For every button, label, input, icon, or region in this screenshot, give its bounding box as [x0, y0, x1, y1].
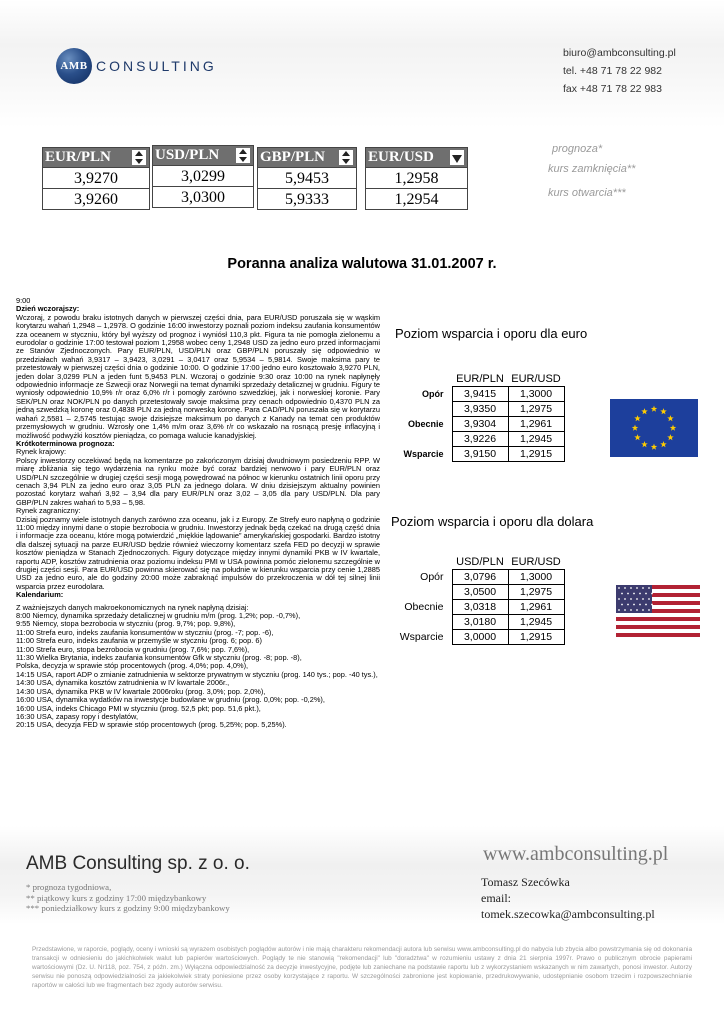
table-cell: 3,9304	[452, 416, 508, 431]
contact-email[interactable]: biuro@ambconsulting.pl	[563, 47, 676, 59]
table-row	[394, 401, 564, 416]
row-label	[394, 614, 452, 629]
eu-flag-icon	[610, 399, 698, 457]
euro-levels-table	[394, 372, 565, 462]
table-row	[394, 584, 564, 599]
table-header-row	[394, 372, 564, 386]
eu-star	[632, 425, 638, 431]
foreign-text: Dzisiaj poznamy wiele istotnych danych zarówno zza oceanu, jak i z Europy. Ze Strefy euro napłyną o godzinie 11:00 między innymi dane o stopie bezrobocia w grudniu. Inwestorzy jednak będą czekać na drugą część dnia i informacje zza oceanu, które mogą potwierdzić „miękkie lądowanie” amerykańskiej gospodarki. Bardzo istotny dla dalszej sytuacji na parze EUR/USD będzie również wieczorny komentarz szefa FED po decyzji w sprawie kosztów pieniądza w Stanach Zjednoczonych. Figury dotyczące między innymi dynamiki PKB w IV kwartale, raportu ADP, kosztów zatrudnienia oraz poziomu indeksu PMI w USA powinna pomóc zielonemu szczególnie w drugiej części sesji. Para EUR/USD powinna skierować się na południe w kierunku wsparcia przy cenie 1,2885 USD za jedno euro, ale do godziny 20:00 może zabraknąć impulsów do przekroczenia w dół tej silnej linii wsparcia przez eurodolara.	[16, 514, 380, 591]
us-star	[624, 598, 626, 600]
calendar-item: 16:30 USA, zapasy ropy i destylatów,	[16, 711, 139, 721]
us-star	[627, 604, 629, 606]
dollar-levels-title: Poziom wsparcia i oporu dla dolara	[391, 514, 594, 529]
dollar-levels-table	[394, 555, 565, 645]
rate-close: 3,9270	[43, 167, 149, 188]
table-cell: 3,9415	[452, 386, 508, 401]
logo-text: CONSULTING	[96, 58, 217, 74]
table-cell: 3,9226	[452, 431, 508, 446]
footer-contact	[481, 874, 655, 922]
row-label	[394, 584, 452, 599]
down-arrow-icon	[450, 150, 464, 165]
us-star	[621, 593, 623, 595]
calendar-item: 14:15 USA, raport ADP o zmianie zatrudnienia w sektorze prywatnym w styczniu (prog. 140 tys.; pop. -40 tys.),	[16, 669, 378, 679]
row-label	[394, 431, 452, 446]
us-star	[636, 609, 638, 611]
us-star	[648, 598, 650, 600]
contact-info	[563, 44, 676, 98]
up-down-arrow-icon	[339, 150, 353, 165]
us-star	[636, 587, 638, 589]
eu-star	[651, 444, 657, 450]
us-star	[642, 587, 644, 589]
us-stripe	[616, 625, 700, 629]
us-star	[618, 587, 620, 589]
us-star	[630, 609, 632, 611]
eu-star	[667, 415, 673, 421]
contact-email-link[interactable]: tomek.szecowka@ambconsulting.pl	[481, 907, 655, 921]
table-header-row	[394, 555, 564, 569]
us-star	[639, 593, 641, 595]
rate-pair: EUR/PLN	[45, 149, 111, 165]
domestic-text: Polscy inwestorzy oczekiwać będą na komentarze po zakończonym dzisiaj dwudniowym posiedzeniu RPP. W miarę zbliżania się tego wydarzenia na rynku może być coraz bardziej nerwowo i pary EUR/PLN oraz USD/PLN szczególnie w drugiej części sesji mogą powędrować na północ w kierunku ostatnich linii oporu przy cenach 3,94 PLN za jedno euro oraz 3,05 PLN za jednego dolara. W dniu dzisiejszym aktualny powinien pozostać korytarz wahań 3,92 – 3,94 dla pary EUR/PLN oraz 3,02 – 3,05 dla pary USD/PLN. Dla pary GBP/PLN zakres wahań to 5,93 – 5,98.	[16, 455, 380, 507]
note-open: *** poniedziałkowy kurs z godziny 9:00 międzybankowy	[26, 903, 230, 913]
report-time: 9:00	[16, 296, 31, 305]
us-stripe	[616, 629, 700, 633]
calendar-item: 11:30 Wielka Brytania, indeks zaufania konsumentów Gfk w styczniu (prog. -8; pop. -8),	[16, 653, 302, 663]
eu-star	[660, 441, 666, 447]
legend-close: kurs zamknięcia**	[548, 163, 636, 175]
row-label: Opór	[422, 388, 444, 399]
footer-notes	[26, 882, 230, 914]
rate-close: 3,0299	[153, 165, 253, 186]
calendar-item: 16:00 USA, dynamika wydatków na inwestycje budowlane w grudniu (prog. 0,0%; pop. -0,2%),	[16, 695, 325, 705]
euro-levels-title: Poziom wsparcia i oporu dla euro	[395, 326, 588, 341]
us-star	[618, 609, 620, 611]
calendar-list	[16, 604, 380, 730]
rate-pair: GBP/PLN	[260, 149, 326, 165]
table-row	[394, 614, 564, 629]
table-cell: 3,0318	[452, 599, 508, 614]
table-cell: 1,3000	[508, 569, 564, 584]
table-cell: 1,2961	[508, 416, 564, 431]
table-row	[394, 431, 564, 446]
up-down-arrow-icon	[132, 150, 146, 165]
legend-forecast: prognoza*	[552, 143, 603, 155]
us-stripe	[616, 613, 700, 617]
us-star	[621, 604, 623, 606]
eu-star	[651, 406, 657, 412]
calendar-intro: Z ważniejszych danych makroekonomicznych na rynek napłyną dzisiaj:	[16, 602, 249, 612]
table-cell: 3,0500	[452, 584, 508, 599]
company-logo	[56, 48, 217, 84]
table-row	[394, 599, 564, 614]
page-title: Poranna analiza walutowa 31.01.2007 r.	[227, 256, 497, 272]
eu-star	[670, 425, 676, 431]
domestic-heading: Rynek krajowy:	[16, 447, 67, 457]
disclaimer-text: Przedstawione, w raporcie, poglądy, oceny i wnioski są wyrazem osobistych poglądów autorów i nie mają charakteru rekomendacji autora lub serwisu www.ambconsulting.pl do nabycia lub zbycia albo powstrzymania się od dokonania transakcji w odniesieniu do jakichkolwiek walut lub papierów wartościowych. Poglądy te nie stanowią "rekomendacji" lub "doradztwa" w rozumieniu ustawy z dnia 21 sierpnia 1997r. Prawo o publicznym obrocie papierami wartościowymi (Dz. U. Nr118, poz. 754, z późn. zm.) Wyłączna odpowiedzialność za decyzje inwestycyjne, podjęte lub zaniechane na podstawie raportu lub z wykorzystaniem wskazanych w nim zawartych, ponosi inwestor. Autorzy serwisu nie ponoszą odpowiedzialności za jakiekolwiek straty poniesione przez osoby korzystające z raportu. W szczególności zabronione jest kopiowanie, przedrukowywanie, udostępnianie osobom trzecim i rozpowszechnianie raportów w całości lub we fragmentach bez zgody autorów serwisu.	[32, 946, 692, 989]
table-cell: 1,2915	[508, 629, 564, 644]
table-row	[394, 569, 564, 584]
calendar-item: 11:00 Strefa euro, indeks zaufania konsumentów w styczniu (prog. -7; pop. -6),	[16, 627, 274, 637]
calendar-item: 14:30 USA, dynamika PKB w IV kwartale 2006roku (prog. 3,0%; pop. 2,0%),	[16, 686, 266, 696]
table-cell: 3,0796	[452, 569, 508, 584]
table-cell: 3,0180	[452, 614, 508, 629]
calendar-item: 11:00 Strefa euro, indeks zaufania w przemyśle w styczniu (prog. 6; pop. 6)	[16, 636, 262, 646]
short-term-heading: Krótkoterminowa prognoza:	[16, 438, 115, 448]
eu-star	[667, 434, 673, 440]
table-cell: 1,3000	[508, 386, 564, 401]
calendar-item: 16:00 USA, indeks Chicago PMI w styczniu (prog. 52,5 pkt; pop. 51,6 pkt.),	[16, 703, 261, 713]
column-header: EUR/USD	[511, 372, 561, 385]
us-star	[642, 598, 644, 600]
rate-open: 5,9333	[258, 188, 356, 209]
footer-company-name: AMB Consulting sp. z o. o.	[26, 853, 250, 874]
row-label: Opór	[420, 570, 444, 583]
row-label: Wsparcie	[399, 630, 444, 643]
us-flag-graphic	[616, 585, 700, 637]
us-star	[645, 593, 647, 595]
rate-open: 3,0300	[153, 186, 253, 207]
eu-star	[641, 408, 647, 414]
calendar-item: 8:00 Niemcy, dynamika sprzedaży detalicznej w grudniu m/m (prog. 1,2%; pop. -0,7%),	[16, 611, 301, 621]
yesterday-text: Wczoraj, z powodu braku istotnych danych w pierwszej części dnia, para EUR/USD poruszała się w wąskim korytarzu wahań 1,2948 – 1,2978. O godzinie 16:00 inwestorzy poznali poziom indeksu zaufania konsumentów zza oceanem w styczniu, który był wyższy od prognoz i wyniósł 110,3 pkt. Figura ta nie pomogła zielonemu a eurodolar o godzinie 17:00 testował poziom 1,2958 wobec ceny 1,2948 USD za jedno euro przed informacjami ze Stanów Zjednoczonych. Pary EUR/PLN, USD/PLN oraz GBP/PLN poruszały się odpowiednio w przedziałach wahań 3,9317 – 3,9423, 3,0291 – 3,0417 oraz 5,9534 – 5,9814. Swoje maksima pary te przetestowały w pierwszej części dnia o godzinie 10:00. O godzinie 17:00 jedno euro kosztowało 3,9270 PLN, jeden dolar 3,0299 PLN a jeden funt 5,9453 PLN. Wczoraj o godzinie 9:30 oraz 10:00 na rynek napłynęły odpowiednio informacje ze Szwecji oraz Norwegii na temat dynamiki sprzedaży detalicznej w grudniu. Figury te wyniosły odpowiednio 10,9% r/r oraz 6,0% r/r i pomogły zarówno szwedzkiej, jak i norweskiej koronie. Pary SEK/PLN oraz NOK/PLN po danych przetestowały swoje maksima przy cenach odpowiednio 0,4370 PLN za jedną szwedzką koronę oraz 0,4838 PLN za jedną norweską koronę. Para CAD/PLN poruszała się w korytarzu wahań 2,5581 – 2,5745 testując swoje dzisiejsze maksimum po danych z Kanady na temat cen produktów przemysłowych w grudniu. Wzrosły one 1,4% m/m oraz 3,6% r/r co wskazało na rosnącą presję inflacyjną i możliwość podwyżki kosztów pieniądza, co pomaga walucie kanadyjskiej.	[16, 312, 380, 440]
us-star	[645, 604, 647, 606]
us-star	[630, 587, 632, 589]
calendar-item: 14:30 USA, dynamika kosztów zatrudnienia w IV kwartale 2006r.,	[16, 678, 230, 688]
table-cell: 1,2961	[508, 599, 564, 614]
table-cell: 3,9150	[452, 446, 508, 461]
us-star	[642, 609, 644, 611]
table-cell: 3,9350	[452, 401, 508, 416]
legend-open: kurs otwarcia***	[548, 187, 626, 199]
column-header: USD/PLN	[456, 555, 504, 568]
table-row	[394, 446, 564, 461]
globe-icon: AMB	[56, 48, 92, 84]
eu-star	[641, 441, 647, 447]
contact-person: Tomasz Szecówka	[481, 875, 570, 889]
table-cell: 1,2975	[508, 401, 564, 416]
up-down-arrow-icon	[236, 148, 250, 163]
calendar-item: Polska, decyzja w sprawie stóp procentowych (prog. 4,0%; pop. 4,0%),	[16, 661, 249, 671]
note-forecast: * prognoza tygodniowa,	[26, 882, 112, 892]
rate-open: 3,9260	[43, 188, 149, 209]
us-star	[624, 587, 626, 589]
us-star	[624, 609, 626, 611]
table-cell: 1,2915	[508, 446, 564, 461]
eu-star	[660, 408, 666, 414]
contact-phone: tel. +48 71 78 22 982	[563, 65, 662, 77]
rate-open: 1,2954	[366, 188, 467, 209]
us-star	[648, 609, 650, 611]
us-star	[639, 604, 641, 606]
yesterday-heading: Dzień wczorajszy:	[16, 304, 80, 314]
calendar-item: 11:00 Strefa euro, stopa bezrobocia w grudniu (prog. 7,6%; pop. 7,6%),	[16, 644, 250, 654]
us-star	[651, 593, 653, 595]
table-cell: 1,2945	[508, 431, 564, 446]
calendar-item: 20:15 USA, decyzja FED w sprawie stóp procentowych (prog. 5,25%; pop. 5,25%).	[16, 720, 287, 730]
rate-box-gbppln	[257, 147, 357, 210]
us-flag-icon	[616, 585, 700, 637]
us-star	[648, 587, 650, 589]
us-star	[618, 598, 620, 600]
rate-box-eurusd	[365, 147, 468, 210]
us-star	[627, 593, 629, 595]
eu-stars	[610, 399, 698, 457]
rate-pair: USD/PLN	[155, 147, 220, 163]
table-row	[394, 386, 564, 401]
eu-star	[634, 415, 640, 421]
rate-box-usdpln	[152, 145, 254, 208]
table-cell: 3,0000	[452, 629, 508, 644]
us-star	[651, 604, 653, 606]
table-row	[394, 416, 564, 431]
footer-website-link[interactable]: www.ambconsulting.pl	[483, 843, 669, 865]
contact-fax: fax +48 71 78 22 983	[563, 83, 662, 95]
rate-close: 1,2958	[366, 167, 467, 188]
note-close: ** piątkowy kurs z godziny 17:00 międzybankowy	[26, 892, 207, 903]
us-stripe	[616, 621, 700, 625]
column-header: EUR/PLN	[456, 372, 504, 385]
row-label	[394, 401, 452, 416]
rate-close: 5,9453	[258, 167, 356, 188]
us-star	[633, 604, 635, 606]
analysis-text	[16, 297, 380, 730]
table-row	[394, 629, 564, 644]
foreign-heading: Rynek zagraniczny:	[16, 506, 81, 516]
us-stripe	[616, 617, 700, 621]
row-label: Obecnie	[407, 418, 444, 429]
calendar-heading: Kalendarium:	[16, 590, 64, 600]
us-star	[633, 593, 635, 595]
table-cell: 1,2945	[508, 614, 564, 629]
us-star	[630, 598, 632, 600]
us-star	[636, 598, 638, 600]
eu-star	[634, 434, 640, 440]
rate-box-eurpln	[42, 147, 150, 210]
column-header: EUR/USD	[511, 555, 561, 568]
row-label: Obecnie	[404, 600, 444, 613]
row-label: Wsparcie	[403, 448, 444, 459]
table-cell: 1,2975	[508, 584, 564, 599]
calendar-item: 9:55 Niemcy, stopa bezrobocia w styczniu (prog. 9,7%; pop. 9,8%),	[16, 619, 236, 629]
us-stripe	[616, 633, 700, 637]
rate-pair: EUR/USD	[368, 149, 434, 165]
email-label: email:	[481, 891, 511, 905]
